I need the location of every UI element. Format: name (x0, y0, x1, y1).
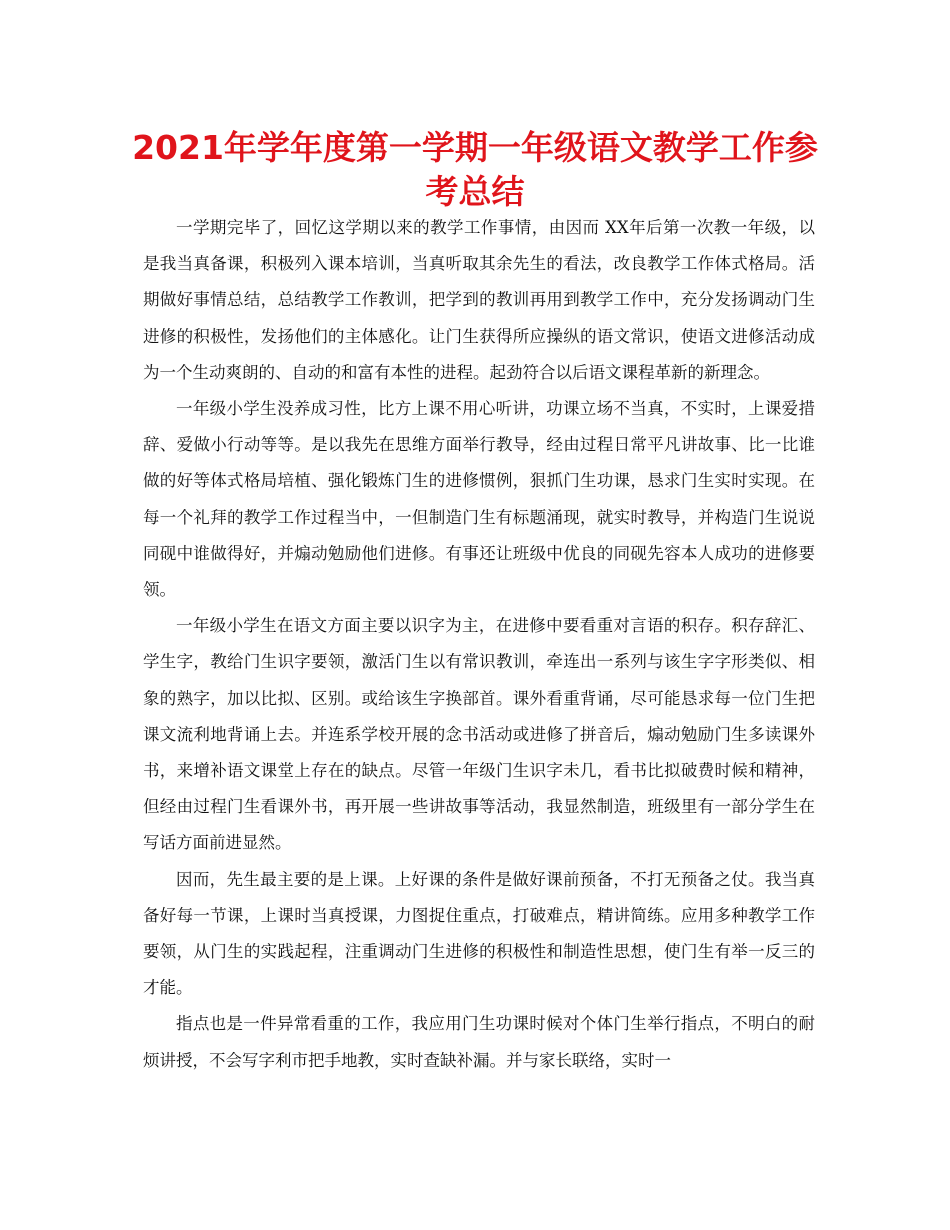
document-title-line-1: 2021年学年度第一学期一年级语文教学工作参 (132, 128, 818, 167)
paragraph-1: 一学期完毕了，回忆这学期以来的教学工作事情，由因而 XX年后第一次教一年级，以是我当真备课，积极列入课本培训，当真听取其余先生的看法，改良教学工作体式格局。活期做好事情总结，总结教学工作教训，把学到的教训再用到教学工作中，充分发扬调动门生进修的积极性，发扬他们的主体感化。让门生获得所应操纵的语文常识，使语文进修活动成为一个生动爽朗的、自动的和富有本性的进程。起劲符合以后语文课程革新的新理念。 (143, 218, 815, 382)
paragraph-2: 一年级小学生没养成习性，比方上课不用心听讲，功课立场不当真，不实时，上课爱措辞、爱做小行动等等。是以我先在思维方面举行教导，经由过程日常平凡讲故事、比一比谁做的好等体式格局培植、强化锻炼门生的进修惯例，狠抓门生功课，恳求门生实时实现。在每一个礼拜的教学工作过程当中，一但制造门生有标题涌现，就实时教导，并构造门生说说同砚中谁做得好，并煽动勉励他们进修。有事还让班级中优良的同砚先容本人成功的进修要领。 (143, 399, 815, 600)
paragraph-5: 指点也是一件异常看重的工作，我应用门生功课时候对个体门生举行指点，不明白的耐烦讲授，不会写字利市把手地教，实时查缺补漏。并与家长联络，实时一 (143, 1014, 815, 1070)
document-body (143, 210, 815, 1079)
paragraph-4: 因而，先生最主要的是上课。上好课的条件是做好课前预备，不打无预备之仗。我当真备好每一节课，上课时当真授课，力图捉住重点，打破难点，精讲简练。应用多种教学工作要领，从门生的实践起程，注重调动门生进修的积极性和制造性思想，使门生有举一反三的才能。 (143, 869, 815, 998)
paragraph-3: 一年级小学生在语文方面主要以识字为主，在进修中要看重对言语的积存。积存辞汇、学生字，教给门生识字要领，激活门生以有常识教训，牵连出一系列与该生字字形类似、相象的熟字，加以比拟、区别。或给该生字换部首。课外看重背诵，尽可能恳求每一位门生把课文流利地背诵上去。并连系学校开展的念书活动或进修了拼音后，煽动勉励门生多读课外书，来增补语文课堂上存在的缺点。尽管一年级门生识字未几，看书比拟破费时候和精神，但经由过程门生看课外书，再开展一些讲故事等活动，我显然制造，班级里有一部分学生在写话方面前进显然。 (143, 616, 815, 853)
document-title-line-2: 考总结 (425, 172, 525, 211)
